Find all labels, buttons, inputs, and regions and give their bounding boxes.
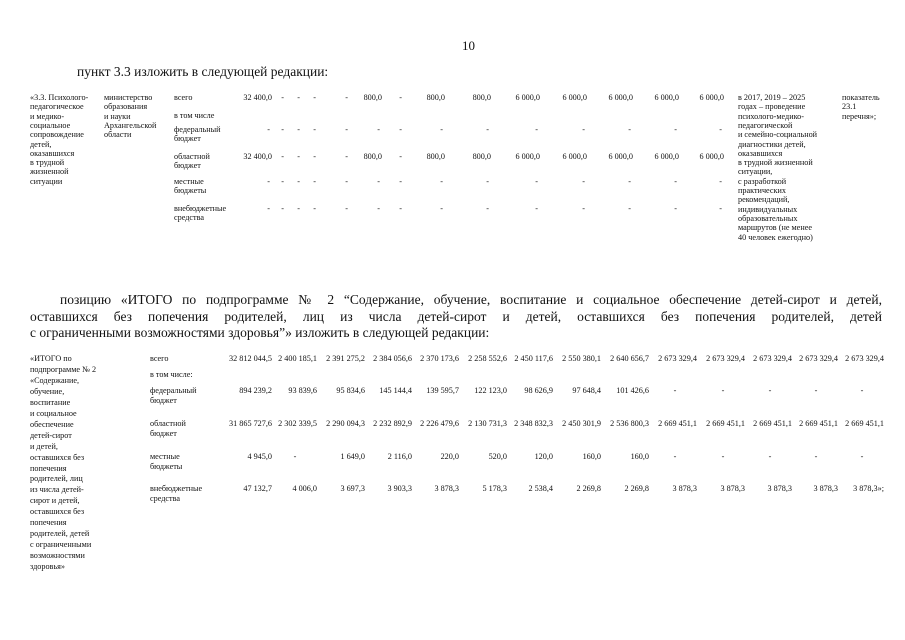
page-number: 10	[462, 38, 475, 53]
table-cell: -	[440, 204, 443, 213]
source-label: областной	[174, 152, 210, 161]
result-line: рекомендаций,	[738, 195, 790, 205]
table-cell: 2 673 329,4	[753, 354, 792, 363]
table-cell: -	[345, 125, 348, 134]
table-cell: 2 669 451,1	[753, 419, 792, 428]
table-cell: 2 538,4	[528, 484, 553, 493]
table-cell: -	[293, 452, 297, 461]
table-cell: 6 000,0	[562, 93, 587, 102]
table-cell: -	[297, 177, 300, 186]
source-label: внебюджетные	[174, 204, 227, 213]
table-cell: -	[814, 452, 818, 461]
table-cell: 2 370 173,6	[420, 354, 459, 363]
table-cell: -	[377, 204, 380, 213]
table-cell: 32 400,0	[243, 152, 272, 161]
table-cell: -	[535, 177, 538, 186]
executor-line: образования	[104, 102, 148, 112]
table-cell: 139 595,7	[426, 386, 459, 395]
table-cell: -	[486, 204, 489, 213]
table-cell: 3 878,3	[767, 484, 792, 493]
table-cell: 95 834,6	[336, 386, 365, 395]
table-cell: 1 649,0	[340, 452, 365, 461]
row-label-line: подпрограмме № 2	[30, 364, 97, 374]
row-label-line: социальное	[30, 120, 71, 130]
table-cell: -	[313, 152, 316, 161]
row-label-line: педагогическое	[30, 102, 84, 112]
table-cell: 31 865 727,6	[229, 419, 272, 428]
table-cell: 800,0	[426, 152, 445, 161]
table-cell: 2 302 339,5	[278, 419, 317, 428]
table-cell: -	[860, 386, 864, 395]
table-cell: -	[673, 452, 677, 461]
row-label-line: ситуации	[30, 176, 63, 186]
source-label: местные	[150, 452, 180, 461]
table-cell: -	[719, 204, 722, 213]
table-cell: 220,0	[440, 452, 459, 461]
table-cell: -	[345, 204, 348, 213]
table-cell: -	[281, 125, 284, 134]
row-label-line: оставшихся без	[30, 507, 85, 517]
table-cell: -	[399, 125, 402, 134]
table-cell: 2 640 656,7	[610, 354, 649, 363]
table-cell: -	[313, 93, 316, 102]
source-label: бюджет	[174, 161, 201, 171]
table-cell: 800,0	[363, 93, 382, 102]
executor-line: области	[104, 130, 132, 140]
result-line: образовательных	[738, 213, 798, 223]
section2-paragraph	[30, 292, 882, 342]
table-cell: 122 123,0	[474, 386, 507, 395]
table-cell: 2 673 329,4	[706, 354, 745, 363]
source-label: бюджет	[150, 429, 177, 438]
table-cell: 2 669 451,1	[706, 419, 745, 428]
table-cell: 3 903,3	[387, 484, 412, 493]
row-label-line: «Содержание,	[30, 375, 80, 385]
executor-line: Архангельской	[104, 120, 157, 130]
table-cell: -	[674, 204, 677, 213]
table-cell: -	[486, 177, 489, 186]
table-cell: 2 269,8	[624, 484, 649, 493]
table-cell: -	[281, 204, 284, 213]
executor-line: и науки	[104, 111, 131, 121]
table-cell: 6 000,0	[699, 152, 724, 161]
table-cell: -	[582, 204, 585, 213]
table-cell: 2 384 056,6	[373, 354, 412, 363]
table-cell: -	[345, 152, 348, 161]
table-cell: 3 878,3	[672, 484, 697, 493]
table-cell: 2 669 451,1	[845, 419, 884, 428]
table-cell: -	[674, 177, 677, 186]
table-cell: 3 697,3	[340, 484, 365, 493]
table-cell: -	[721, 452, 725, 461]
executor-line: министерство	[104, 93, 153, 102]
table-cell: 2 130 731,3	[468, 419, 507, 428]
table-cell: 2 550 380,1	[562, 354, 601, 363]
table-cell: -	[313, 204, 316, 213]
row-label-line: и социальное	[30, 408, 77, 418]
table-cell: 93 839,6	[288, 386, 317, 395]
table-cell: -	[297, 204, 300, 213]
source-label: всего	[150, 354, 169, 363]
table-cell: -	[768, 452, 772, 461]
table-cell: -	[673, 386, 677, 395]
table-cell: 101 426,6	[616, 386, 649, 395]
table-cell: 160,0	[630, 452, 649, 461]
table-cell: 800,0	[472, 93, 491, 102]
table-cell: 894 239,2	[239, 386, 272, 395]
table-cell: 2 669 451,1	[799, 419, 838, 428]
row-label-line: из числа детей-	[30, 485, 84, 495]
table-cell: 2 391 275,2	[326, 354, 365, 363]
source-label: средства	[150, 494, 181, 503]
result-line: в 2017, 2019 – 2025	[738, 93, 806, 102]
table-cell: 2 258 552,6	[468, 354, 507, 363]
table-cell: -	[440, 125, 443, 134]
row-label-line: сопровождение	[30, 130, 84, 140]
table-cell: -	[267, 177, 270, 186]
source-label: областной	[150, 419, 186, 428]
row-label-line: с ограниченными	[30, 540, 92, 550]
result-line: маршрутов (не менее	[738, 223, 812, 233]
table-cell: 2 348 832,3	[514, 419, 553, 428]
table-cell: 2 450 301,9	[562, 419, 601, 428]
table-cell: 2 673 329,4	[799, 354, 838, 363]
row-label-line: оказавшихся	[30, 148, 75, 158]
table-cell: 160,0	[582, 452, 601, 461]
table-cell: 120,0	[534, 452, 553, 461]
table-cell: 47 132,7	[243, 484, 272, 493]
row-label-line: родителей, лиц	[30, 474, 83, 484]
row-label-line: «3.3. Психолого-	[30, 93, 89, 102]
source-label: бюджет	[174, 134, 201, 144]
source-label: бюджет	[150, 396, 177, 405]
row-label-line: обучение,	[30, 386, 65, 396]
table-cell: 2 673 329,4	[658, 354, 697, 363]
result-line: 40 человек ежегодно)	[738, 232, 813, 242]
paragraph-line: оставшихся без попечения родителей, лиц из числа детей-сирот и детей, оставшихся без попечения родителей, детей	[30, 308, 882, 324]
source-label: бюджеты	[150, 462, 183, 471]
table-cell: -	[535, 125, 538, 134]
table-cell: 800,0	[363, 152, 382, 161]
source-label: в том числе	[174, 111, 215, 120]
table-cell: -	[486, 125, 489, 134]
row-label-line: детей-сирот	[30, 430, 72, 440]
source-label: всего	[174, 93, 193, 102]
indicator-line: перечня»;	[842, 111, 877, 121]
row-label-line: и детей,	[30, 441, 58, 451]
table-cell: 2 232 892,9	[373, 419, 412, 428]
section1-heading: пункт 3.3 изложить в следующей редакции:	[77, 64, 329, 79]
table-cell: 6 000,0	[608, 152, 633, 161]
table-cell: 3 878,3	[813, 484, 838, 493]
table-cell: -	[860, 452, 864, 461]
row-label-line: детей,	[30, 139, 52, 149]
table-cell: 520,0	[488, 452, 507, 461]
table-cell: 32 400,0	[243, 93, 272, 102]
row-label-line: воспитание	[30, 397, 71, 407]
table-cell: 6 000,0	[515, 152, 540, 161]
result-line: ситуации,	[738, 167, 773, 177]
table-cell: 5 178,3	[482, 484, 507, 493]
source-label: средства	[174, 213, 205, 223]
row-label-line: попечения	[30, 463, 67, 473]
table-cell: 6 000,0	[515, 93, 540, 102]
table-cell: -	[628, 204, 631, 213]
source-label: внебюджетные	[150, 484, 203, 493]
table-cell: -	[768, 386, 772, 395]
table-cell: -	[535, 204, 538, 213]
indicator-line: 23.1	[842, 102, 857, 112]
result-line: диагностики детей,	[738, 139, 806, 149]
table-cell: -	[313, 177, 316, 186]
table-cell: -	[313, 125, 316, 134]
table-cell: -	[267, 125, 270, 134]
row-label-line: здоровья»	[30, 562, 65, 572]
row-label-line: жизненной	[30, 167, 69, 177]
row-label-line: оставшихся без	[30, 452, 85, 462]
table-cell: 2 226 479,6	[420, 419, 459, 428]
table-cell: 145 144,4	[379, 386, 412, 395]
table-cell: -	[440, 177, 443, 186]
result-line: индивидуальных	[738, 204, 798, 214]
table-cell: -	[297, 93, 300, 102]
table-cell: -	[345, 177, 348, 186]
result-line: психолого-медико-	[738, 111, 804, 121]
table-cell: -	[628, 177, 631, 186]
table-cell: 2 450 117,6	[514, 354, 553, 363]
table-cell: -	[719, 177, 722, 186]
table-cell: 800,0	[472, 152, 491, 161]
source-label: в том числе:	[150, 370, 193, 379]
row-label-line: возможностями	[30, 551, 85, 561]
table-cell: -	[582, 125, 585, 134]
table-cell: 6 000,0	[608, 93, 633, 102]
table-cell: -	[721, 386, 725, 395]
table-cell: 2 269,8	[576, 484, 601, 493]
table-cell: -	[267, 204, 270, 213]
row-label-line: обеспечение	[30, 419, 74, 429]
table-cell: 2 290 094,3	[326, 419, 365, 428]
result-line: и семейно-социальной	[738, 130, 818, 140]
table-cell: 98 626,9	[524, 386, 553, 395]
table-cell: -	[281, 93, 284, 102]
paragraph-line: позицию «ИТОГО по подпрограмме № 2 “Содержание, обучение, воспитание и социальное обеспечение детей-сирот и детей,	[60, 292, 882, 307]
table-cell: -	[281, 152, 284, 161]
table-cell: -	[628, 125, 631, 134]
table-cell: -	[281, 177, 284, 186]
result-line: годах – проведение	[738, 102, 806, 112]
row-label-line: сирот и детей,	[30, 496, 80, 506]
table-cell: 6 000,0	[562, 152, 587, 161]
source-label: бюджеты	[174, 186, 207, 196]
table-cell: 3 878,3	[434, 484, 459, 493]
row-label-line: родителей, детей	[30, 529, 90, 539]
source-label: федеральный	[150, 386, 197, 395]
table-cell: 2 673 329,4	[845, 354, 884, 363]
row-label-line: «ИТОГО по	[30, 354, 72, 363]
paragraph-line: с ограниченными возможностями здоровья”» изложить в следующей редакции:	[30, 325, 490, 341]
table-cell: 97 648,4	[572, 386, 601, 395]
table-cell: -	[674, 125, 677, 134]
row-label-line: в трудной	[30, 158, 65, 168]
table-cell: -	[297, 152, 300, 161]
table-cell: -	[719, 125, 722, 134]
table-cell: -	[399, 177, 402, 186]
table-cell: 2 400 185,1	[278, 354, 317, 363]
table-cell: 6 000,0	[654, 93, 679, 102]
source-label: местные	[174, 177, 204, 186]
table-cell: -	[377, 177, 380, 186]
table-cell: -	[814, 386, 818, 395]
table-cell: 6 000,0	[654, 152, 679, 161]
table-cell: 32 812 044,5	[229, 354, 272, 363]
table-cell: 6 000,0	[699, 93, 724, 102]
table-cell: 4 006,0	[292, 484, 317, 493]
result-line: оказавшихся	[738, 148, 783, 158]
source-label: федеральный	[174, 125, 221, 134]
row-label-line: попечения	[30, 518, 67, 528]
table-cell: -	[582, 177, 585, 186]
table-cell: 4 945,0	[247, 452, 272, 461]
table-cell: -	[399, 93, 402, 102]
result-line: в трудной жизненной	[738, 158, 813, 168]
table-cell: -	[399, 204, 402, 213]
table-cell: 3 878,3	[720, 484, 745, 493]
table-cell: 800,0	[426, 93, 445, 102]
table-cell: -	[345, 93, 348, 102]
row-label-line: и медико-	[30, 111, 65, 121]
table-cell: 3 878,3»;	[853, 484, 884, 493]
result-line: педагогической	[738, 120, 793, 130]
table-cell: 2 116,0	[387, 452, 412, 461]
table-cell: -	[377, 125, 380, 134]
table-cell: 2 669 451,1	[658, 419, 697, 428]
indicator-line: показатель	[842, 93, 880, 102]
table-cell: -	[399, 152, 402, 161]
table-cell: -	[297, 125, 300, 134]
result-line: с разработкой	[738, 176, 787, 186]
result-line: практических	[738, 186, 786, 195]
table-cell: 2 536 800,3	[610, 419, 649, 428]
